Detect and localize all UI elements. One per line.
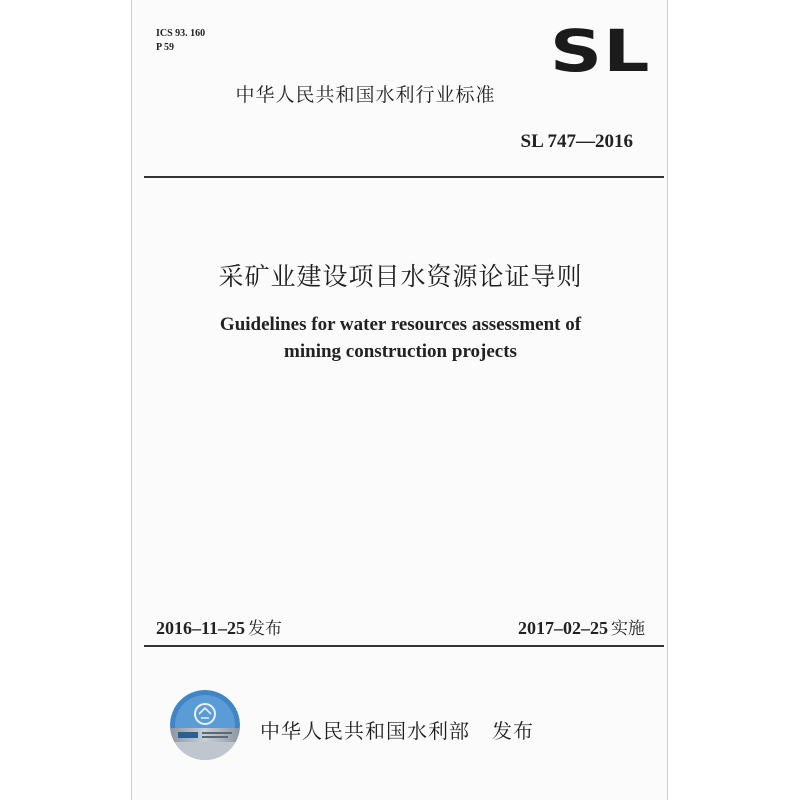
standard-number: SL 747—2016 [520,131,633,152]
standard-cover [131,0,668,800]
class-code: P 59 [156,42,175,53]
sl-logo: SL [550,17,651,85]
organization-standard: 中华人民共和国水利行业标准 [235,84,496,106]
classification-codes [156,27,205,55]
effective-date-line [518,614,645,639]
effective-date: 2017–02–25 [518,618,608,638]
anti-counterfeit-seal-icon [170,690,240,760]
title-chinese: 采矿业建设项目水资源论证导则 [218,262,583,291]
seal-graphic [170,690,240,760]
publisher-action: 发布 [492,719,534,743]
top-divider [144,176,664,178]
publisher-line [260,715,534,744]
issue-date-line [156,614,282,639]
title-english-line2: mining construction projects [284,341,517,362]
title-english [132,311,668,365]
publisher-name: 中华人民共和国水利部 [260,719,470,743]
effective-label: 实施 [611,619,645,639]
bottom-divider [144,645,664,647]
ics-code: ICS 93. 160 [156,28,206,39]
issue-date: 2016–11–25 [156,618,246,638]
title-english-line1: Guidelines for water resources assessment of [219,314,582,335]
issue-label: 发布 [248,619,283,639]
